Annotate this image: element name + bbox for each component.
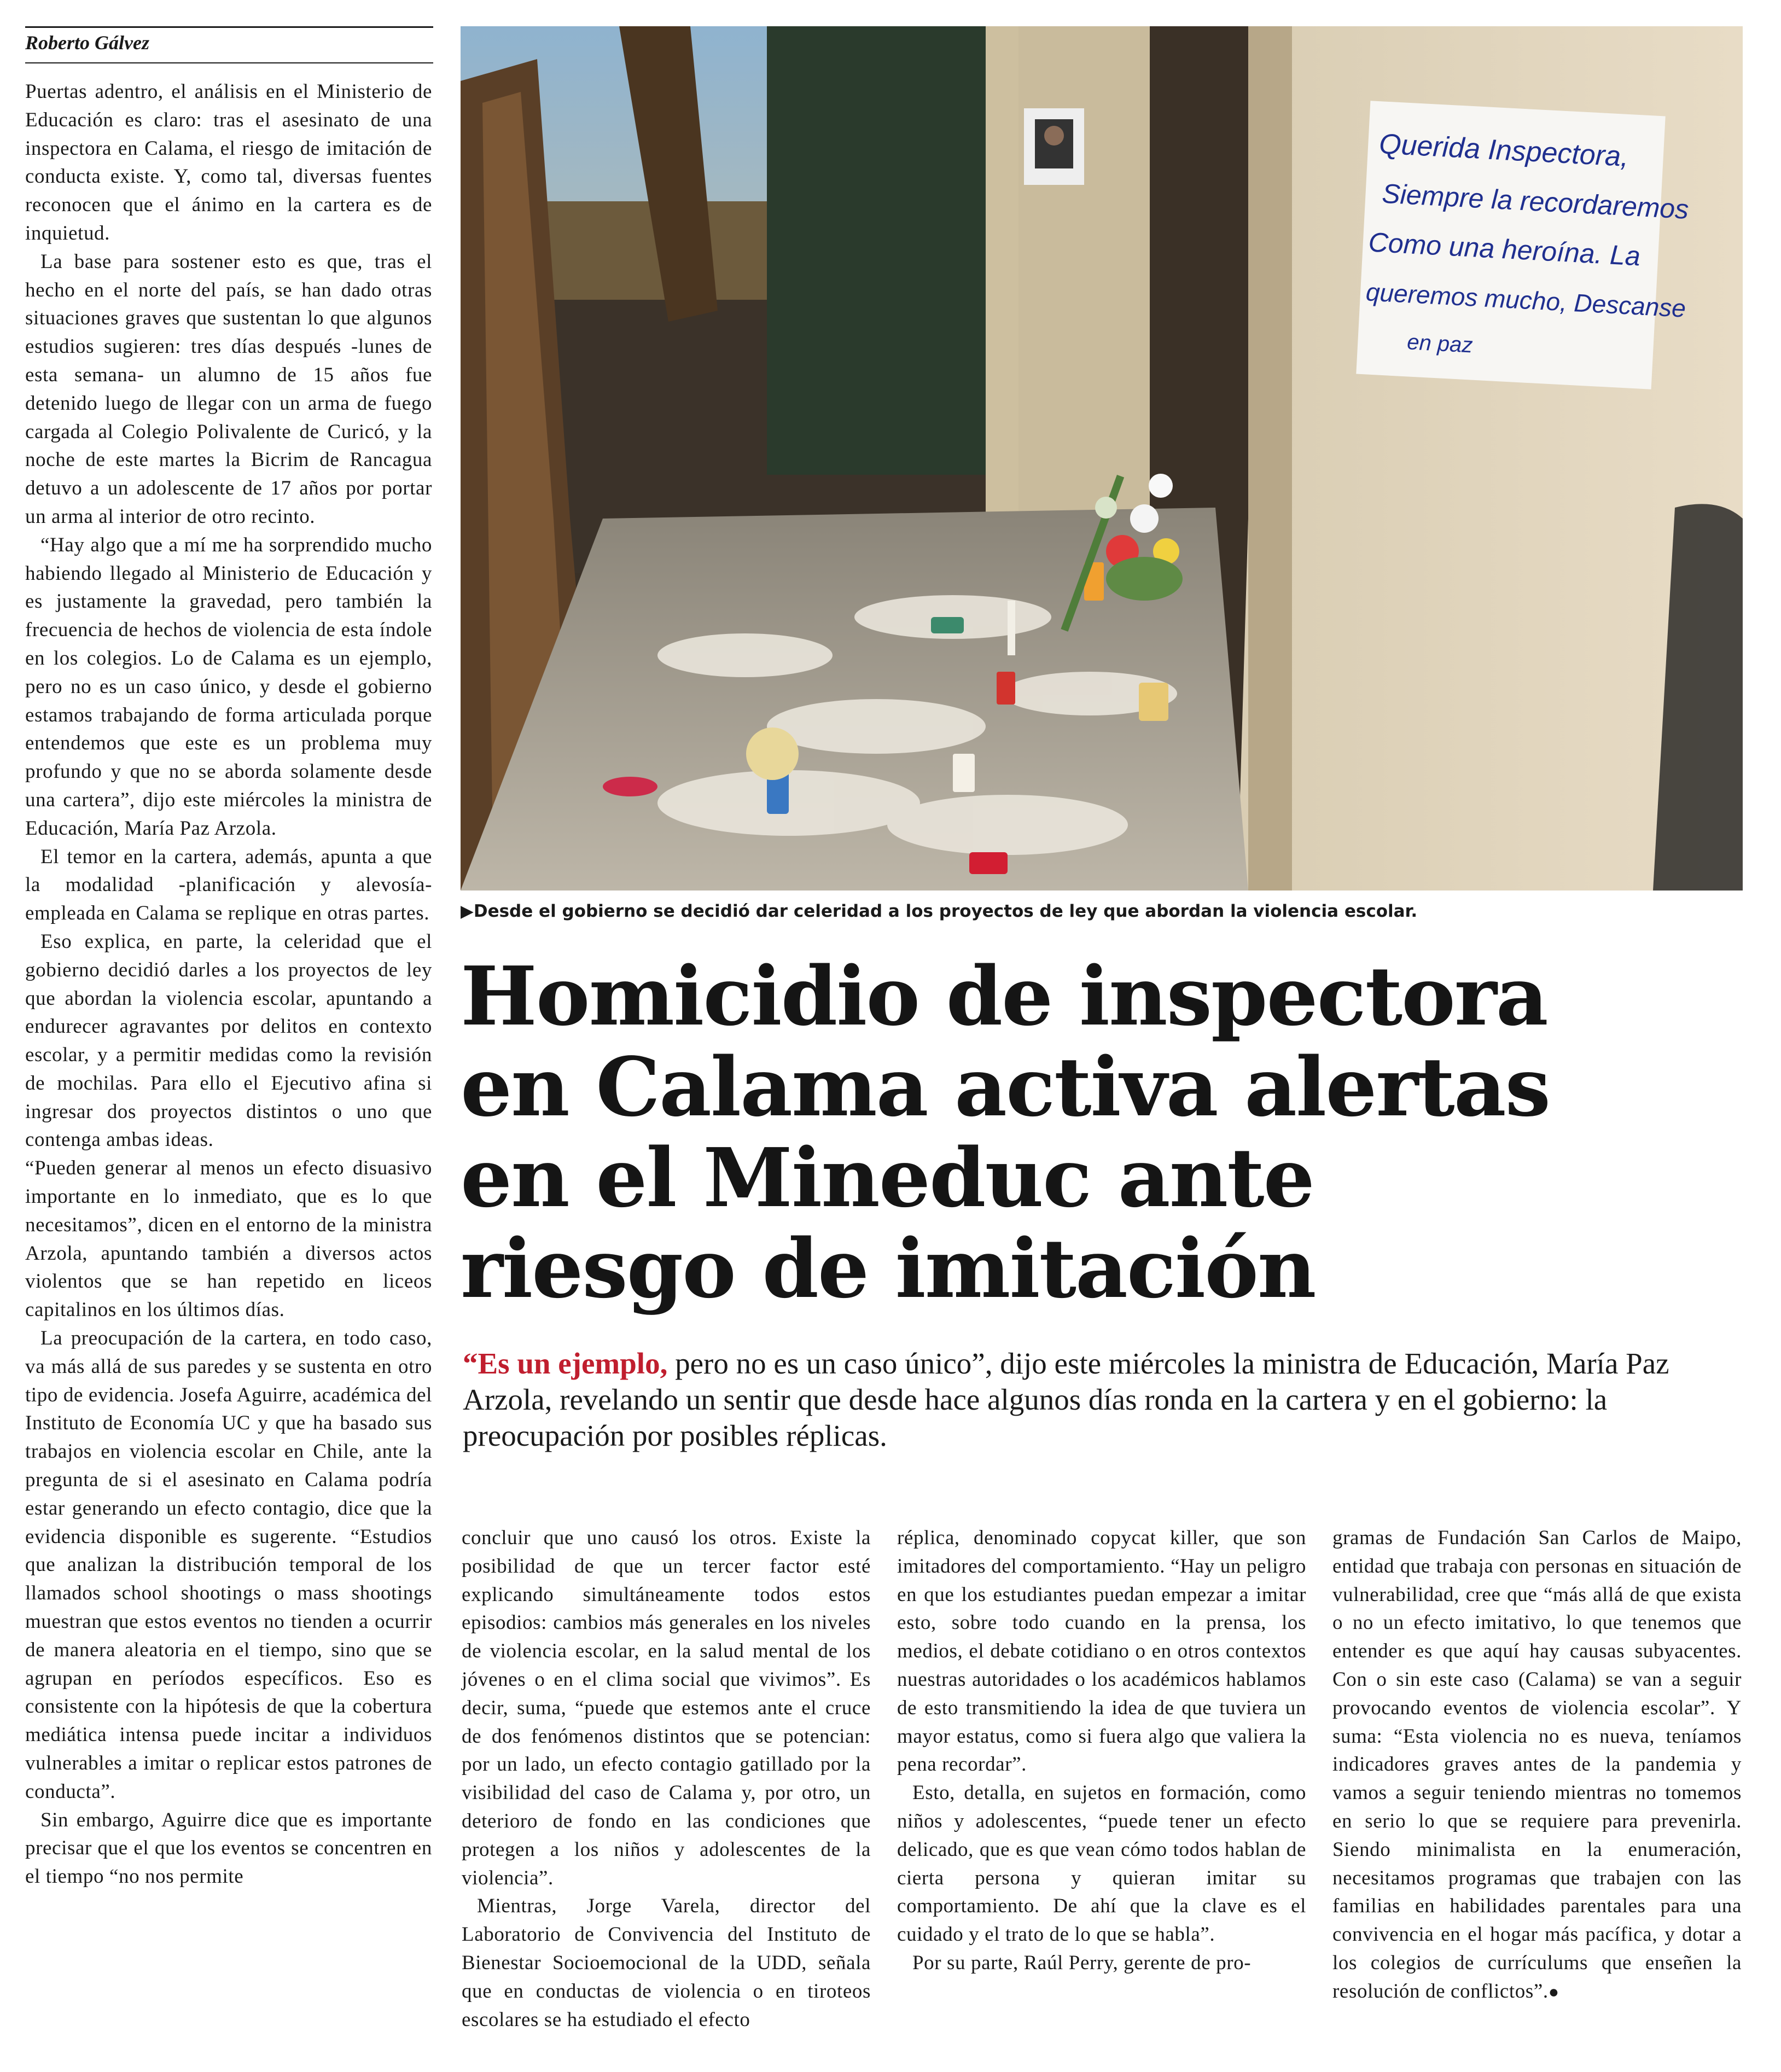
memorial-photo [461, 26, 1743, 891]
lead-text: pero no es un caso único”, dijo este miércoles la ministra de Educación, María Paz Arzola, revelando un sentir que desde hace algunos días ronda en la cartera y en el gobierno: la preocupación por posibles réplicas. [463, 1347, 1669, 1452]
paragraph: Esto, detalla, en sujetos en formación, como niños y adolescentes, “puede tener un efecto delicado, que es que vean cómo todos hablan de cierta persona y quieran imitar su comportamiento. De ahí que la clave es el cuidado y el trato de lo que se habla”. [897, 1782, 1306, 1946]
end-mark: ● [1548, 1981, 1559, 2001]
body-column-4 [1332, 1524, 1742, 2006]
body-column-3 [897, 1524, 1306, 1977]
paragraph: “Hay algo que a mí me ha sorprendido mucho habiendo llegado al Ministerio de Educación y es justamente la gravedad, pero también la frecuencia de hechos de violencia de esta índole en los colegios. Lo de Calama es un ejemplo, pero no es un caso único, y desde el gobierno estamos trabajando de forma articulada porque entendemos que este es un problema muy profundo y que no se aborda solamente desde una cartera”, dijo este miércoles la ministra de Educación, María Paz Arzola. [25, 533, 432, 840]
photo-caption: ▶Desde el gobierno se decidió dar celeridad a los proyectos de ley que abordan la violencia escolar. [461, 901, 1418, 921]
paragraph: Por su parte, Raúl Perry, gerente de pro- [912, 1951, 1252, 1974]
byline-rule [25, 62, 433, 63]
paragraph: réplica, denominado copycat killer, que son imitadores del comportamiento. “Hay un peligro en que los estudiantes puedan empezar a imitar esto, sobre todo cuando en la prensa, los medios, el debate cotidiano o en otros contextos nuestras autoridades o los académicos hablamos de esto transmitiendo la idea de que tuviera un mayor estatus, como si fuera algo que valiera la pena recordar”. [897, 1527, 1306, 1776]
paragraph: Sin embargo, Aguirre dice que es importante precisar que el que los eventos se concentren en el tiempo “no nos permite [25, 1808, 432, 1888]
body-column-1 [25, 78, 432, 1891]
top-rule [25, 26, 433, 28]
headline [461, 948, 1719, 1316]
lead-paragraph [463, 1346, 1710, 1454]
paragraph: Mientras, Jorge Varela, director del Laboratorio de Convivencia del Instituto de Bienestar Socioemocional de la UDD, señala que en conductas de violencia o en tiroteos escolares se ha estudiado el efecto [462, 1895, 871, 2031]
note-line-4: queremos mucho, Descanse [1365, 277, 1687, 323]
note-line-1: Querida Inspectora, [1378, 128, 1629, 173]
paragraph [1332, 1524, 1742, 2006]
note-line-5: en paz [1406, 330, 1474, 358]
paragraph: Puertas adentro, el análisis en el Ministerio de Educación es claro: tras el asesinato de una inspectora en Calama, el riesgo de imitación de conducta existe. Y, como tal, diversas fuentes reconocen que el ánimo en la cartera es de inquietud. [25, 80, 432, 245]
byline: Roberto Gálvez [25, 32, 149, 54]
headline-line: en el Mineduc ante [461, 1130, 1314, 1225]
paragraph: Eso explica, en parte, la celeridad que el gobierno decidió darles a los proyectos de ley que abordan la violencia escolar, apuntando a endurecer agravantes por delitos en contexto escolar, y a permitir medidas como la revisión de mochilas. Para ello el Ejecutivo afina si ingresar dos proyectos distintos o uno que contenga ambas ideas. [25, 930, 432, 1151]
body-column-2 [462, 1524, 871, 2034]
paragraph: El temor en la cartera, además, apunta a que la modalidad -planificación y alevosía- empleada en Calama se replique en otras partes. [25, 845, 432, 925]
lead-highlight: “Es un ejemplo, [463, 1347, 668, 1380]
paragraph: La preocupación de la cartera, en todo caso, va más allá de sus paredes y se sustenta en otro tipo de evidencia. Josefa Aguirre, académica del Instituto de Economía UC y que ha basado sus trabajos en violencia escolar en Chile, ante la pregunta de si el asesinato en Calama podría estar generando un efecto contagio, dice que la evidencia disponible es sugerente. “Estudios que analizan la distribución temporal de los llamados school shootings o mass shootings muestran que estos eventos no tienden a ocurrir de manera aleatoria en el tiempo, sino que se agrupan en períodos específicos. Eso es consistente con la hipótesis de que la cobertura mediática intensa puede incitar a individuos vulnerables a imitar o replicar estos patrones de conducta”. [25, 1327, 432, 1803]
note-line-3: Como una heroína. La [1367, 226, 1642, 272]
note-line-2: Siempre la recordaremos [1381, 178, 1690, 225]
headline-line: Homicidio de inspectora [461, 948, 1547, 1044]
headline-line: en Calama activa alertas [461, 1039, 1550, 1134]
memorial-photo-illustration [461, 26, 1743, 891]
paragraph: “Pueden generar al menos un efecto disuasivo importante en lo inmediato, que es lo que necesitamos”, dicen en el entorno de la ministra Arzola, apuntando también a diversos actos violentos que se han repetido en liceos capitalinos en los últimos días. [25, 1157, 432, 1322]
paragraph: concluir que uno causó los otros. Existe la posibilidad de que un tercer factor esté explicando simultáneamente todos estos episodios: cambios más generales en los niveles de violencia escolar, en la salud mental de los jóvenes o en el clima social que vivimos”. Es decir, suma, “puede que estemos ante el cruce de dos fenómenos distintos que se potencian: por un lado, un efecto contagio gatillado por la visibilidad del caso de Calama y, por otro, un deterioro de fondo en las condiciones que protegen a los niños y adolescentes de la violencia”. [462, 1527, 871, 1889]
paragraph: La base para sostener esto es que, tras el hecho en el norte del país, se han dado otras situaciones graves que sustentan lo que algunos estudios sugieren: tres días después -lunes de esta semana- un alumno de 15 años fue detenido luego de llegar con un arma de fuego cargada al Colegio Polivalente de Curicó, y la noche de este martes la Bicrim de Rancagua detuvo a un adolescente de 17 años por portar un arma al interior de otro recinto. [25, 250, 432, 528]
paragraph-text: gramas de Fundación San Carlos de Maipo, entidad que trabaja con personas en situación de vulnerabilidad, cree que “más allá de que exista o no un efecto imitativo, lo que tenemos que entender es que aquí hay causas subyacentes. Con o sin este caso (Calama) se van a seguir provocando eventos de violencia escolar”. Y suma: “Esta violencia no es nueva, teníamos indicadores graves antes de la pandemia y vamos a seguir teniendo mientras no tomemos en serio lo que se requiere para prevenirla. Siendo minimalista en la enumeración, necesitamos programas que trabajen con las familias en habilidades parentales para una convivencia en el hogar más pacífica, y dotar a los colegios de currículums que enseñen la resolución de conflictos”. [1332, 1527, 1742, 2003]
headline-line: riesgo de imitación [461, 1221, 1316, 1316]
